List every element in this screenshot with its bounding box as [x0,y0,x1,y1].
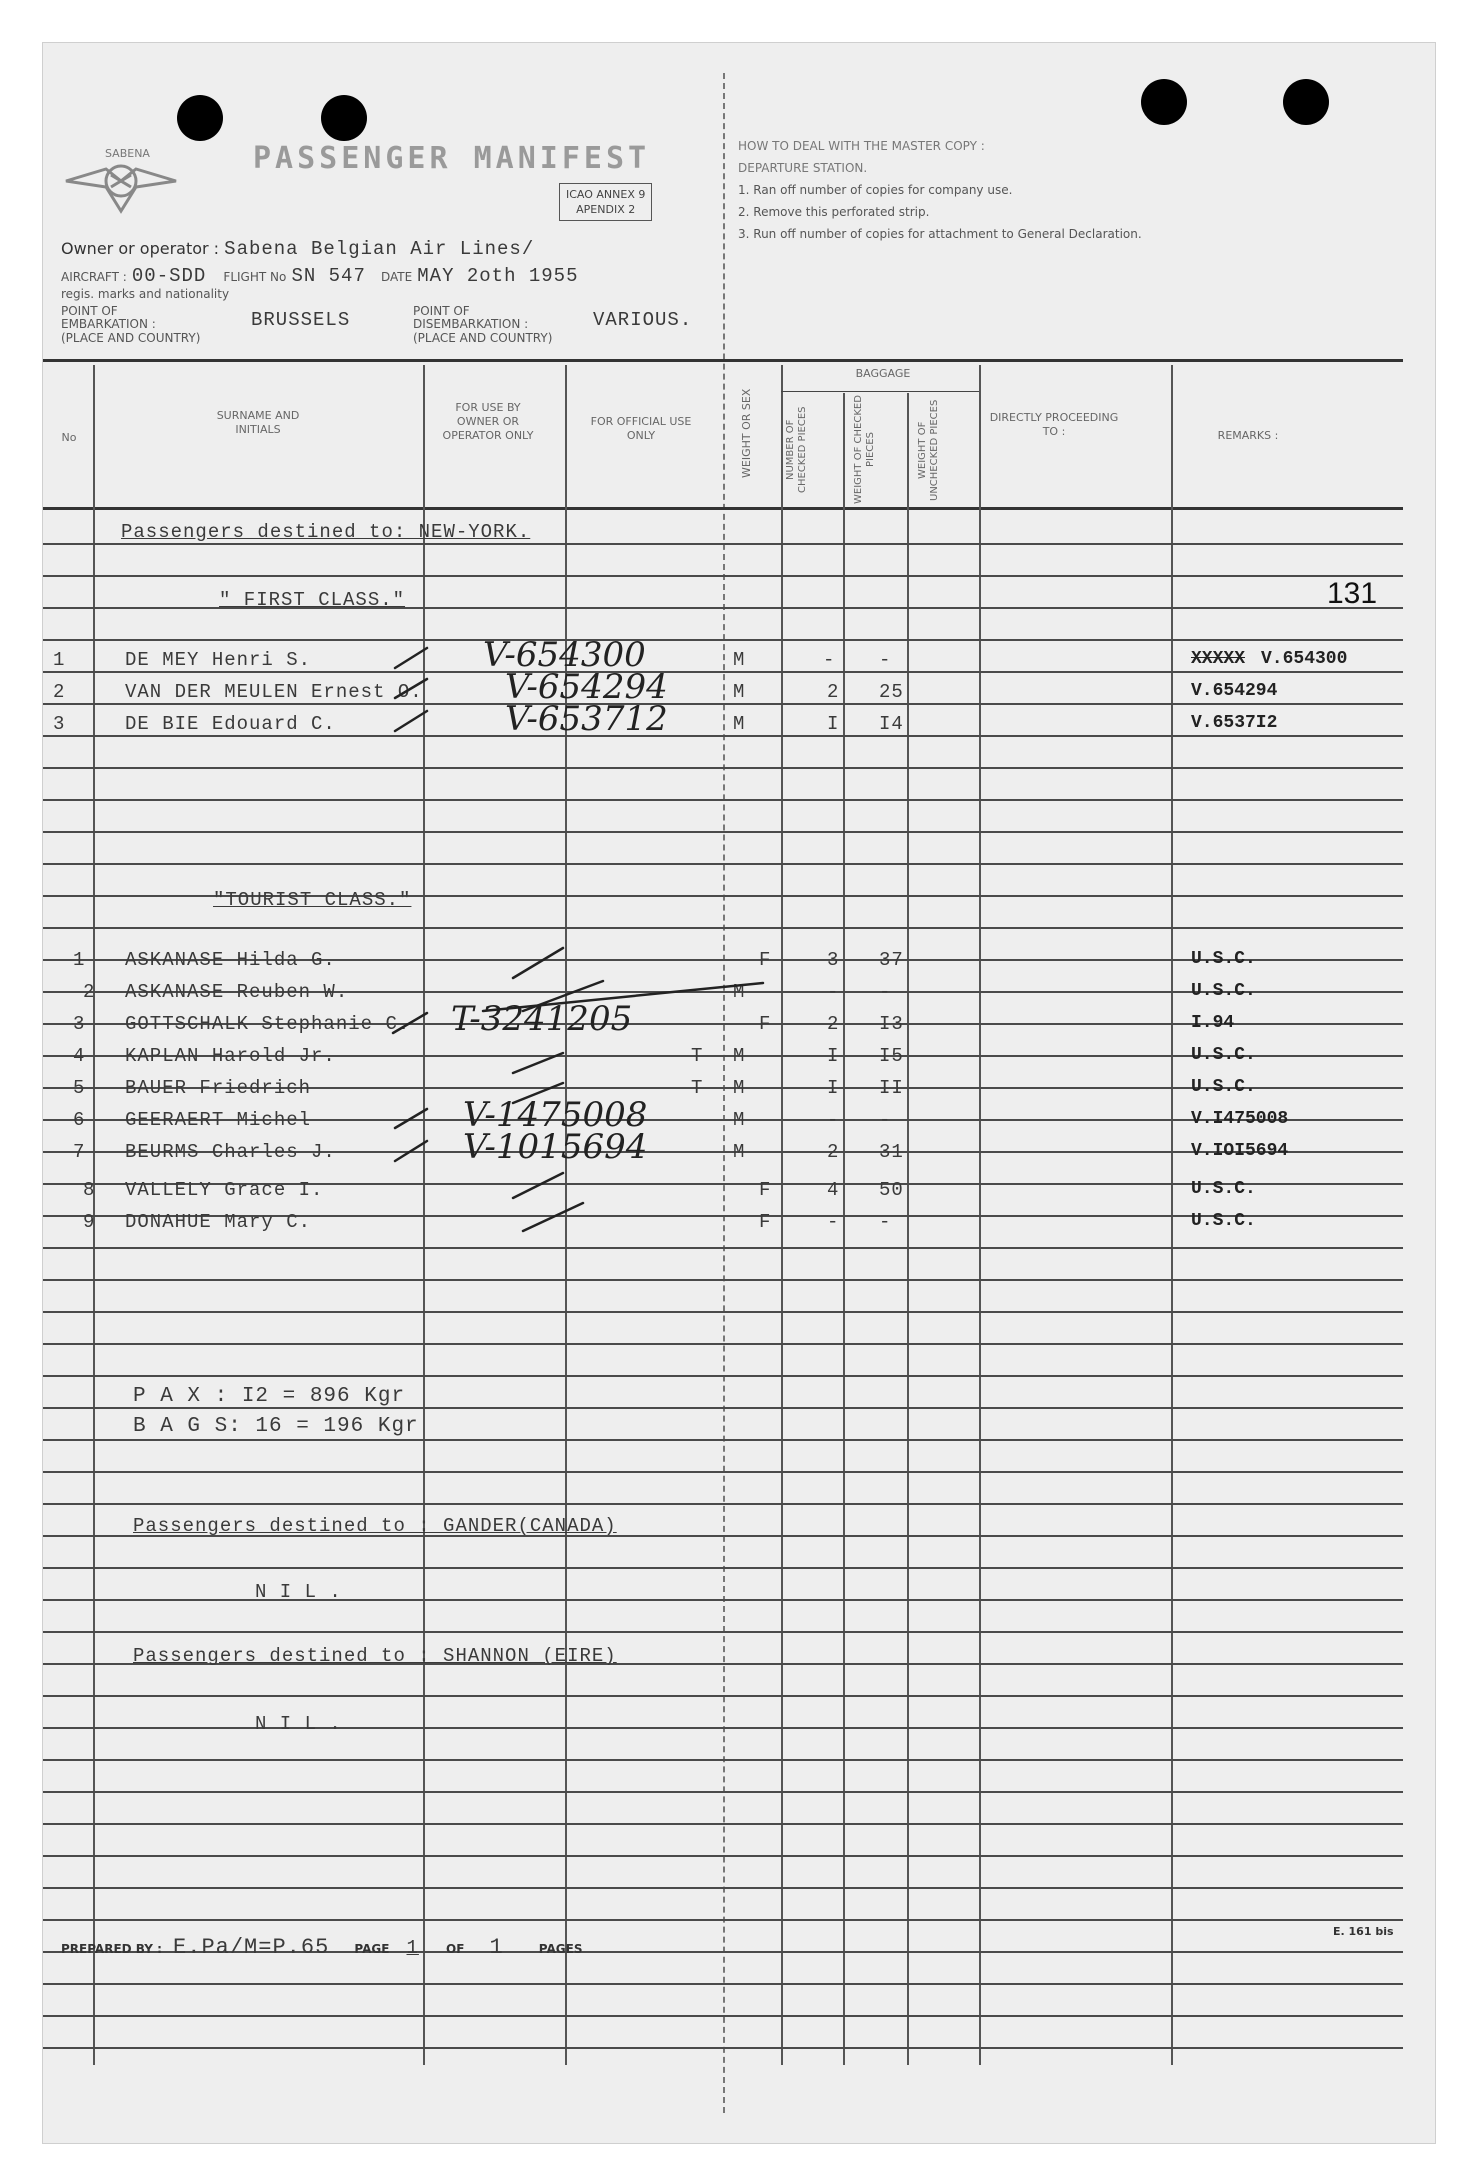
sex: M [733,681,746,703]
passenger-name: DE MEY Henri S. [125,649,312,671]
remark: V.654294 [1191,681,1278,701]
passenger-name: VALLELY Grace I. [125,1179,324,1201]
prepared-label: PREPARED BY : [61,1942,162,1956]
passenger-name: ASKANASE Reuben W. [125,981,349,1003]
sex: M [733,1109,746,1131]
form-code: E. 161 bis [1333,1925,1394,1938]
remark-struck: XXXXX [1191,649,1246,669]
remark: U.S.C. [1191,1211,1256,1231]
bag-weight: - [879,649,892,671]
disembark-label: POINT OF DISEMBARKATION : [413,304,529,331]
page-number-stamp: 131 [1327,577,1378,610]
totals-bags: B A G S: 16 = 196 Kgr [133,1415,419,1438]
section-newyork: Passengers destined to: NEW-YORK. [121,521,531,543]
bag-weight: 50 [879,1179,904,1201]
handwritten-visa: V-1475008 [463,1095,648,1135]
instruction-3: 3. Run off number of copies for attachment to General Declaration. [738,227,1142,241]
row-no: 7 [73,1141,86,1163]
disembark-value: VARIOUS. [593,309,693,331]
handwritten-visa: V-653712 [505,699,668,739]
handwritten-visa: V-654294 [505,667,668,707]
icao-line-2: APENDIX 2 [576,203,636,216]
official-code: T [691,1045,704,1067]
passenger-name: DONAHUE Mary C. [125,1211,312,1233]
row-no: 5 [73,1077,86,1099]
row-no: 9 [83,1211,96,1233]
col-num-checked: NUMBER OF CHECKED PIECES [785,406,808,494]
handwritten-visa: V-654300 [483,635,646,675]
handwritten-visa: T-3241205 [451,999,633,1039]
manifest-sheet [42,42,1436,2144]
instructions-title: HOW TO DEAL WITH THE MASTER COPY : [738,139,985,153]
pen-strokes [43,43,1435,2143]
bag-weight: I3 [879,1013,904,1035]
of-value: 1 [489,1935,504,1960]
instruction-2: 2. Remove this perforated strip. [738,205,930,219]
embark-sub: (PLACE AND COUNTRY) [61,331,201,345]
owner-value: Sabena Belgian Air Lines/ [224,238,535,260]
remark: V.I475008 [1191,1109,1289,1129]
bag-pieces: - [823,649,836,671]
col-baggage: BAGGAGE [855,367,911,380]
nil-gander: N I L . [255,1581,342,1603]
prepared-value: E.Pa/M=P.65 [173,1935,330,1960]
page-label: PAGE [354,1942,390,1956]
row-no: 2 [83,981,96,1003]
row-no: 2 [53,681,66,703]
row-no: 1 [53,649,66,671]
passenger-name: VAN DER MEULEN Ernest O. [125,681,423,703]
row-no: 4 [73,1045,86,1067]
instructions-sub: DEPARTURE STATION. [738,161,868,175]
col-weight-checked: WEIGHT OF CHECKED PIECES [853,395,876,505]
bag-pieces: - [827,981,840,1003]
passenger-name: DE BIE Edouard C. [125,713,336,735]
row-no: 3 [53,713,66,735]
remark: U.S.C. [1191,981,1256,1001]
bag-weight: - [879,981,892,1003]
bag-pieces: - [827,1211,840,1233]
icao-line-1: ICAO ANNEX 9 [566,188,646,201]
row-no: 3 [73,1013,86,1035]
bag-weight: - [879,1109,892,1131]
sex: F [759,1013,772,1035]
remark: V.654300 [1261,649,1348,669]
bag-pieces: 4 [827,1179,840,1201]
first-class-heading: " FIRST CLASS." [219,589,406,611]
page-value: 1 [406,1937,419,1959]
remark: U.S.C. [1191,1045,1256,1065]
official-code: T [691,1077,704,1099]
sex: F [759,1211,772,1233]
bag-pieces: I [827,1077,840,1099]
tourist-class-heading: "TOURIST CLASS." [213,889,412,911]
passenger-name: GOTTSCHALK Stephanie C. [125,1013,411,1035]
totals-pax: P A X : I2 = 896 Kgr [133,1385,406,1408]
flight-value: SN 547 [291,265,366,287]
embark-value: BRUSSELS [251,309,351,331]
passenger-name: KAPLAN Harold Jr. [125,1045,336,1067]
row-no: 1 [73,949,86,971]
regis-label: regis. marks and nationality [61,287,230,301]
col-weight-sex: WEIGHT OR SEX [740,388,753,478]
instruction-1: 1. Ran off number of copies for company use. [738,183,1013,197]
logo-text: SABENA [105,147,150,160]
row-no: 6 [73,1109,86,1131]
aircraft-value: 00-SDD [131,265,207,287]
remark: U.S.C. [1191,949,1256,969]
remark: V.IOI5694 [1191,1141,1289,1161]
sex: M [733,1045,746,1067]
aircraft-label: AIRCRAFT : [61,270,127,284]
remark: I.94 [1191,1013,1235,1033]
sex: M [733,981,746,1003]
col-remarks: REMARKS : [1217,429,1279,442]
section-gander: Passengers destined to : GANDER(CANADA) [133,1515,617,1537]
bag-weight: I4 [879,713,904,735]
bag-weight: II [879,1077,904,1099]
bag-pieces: I [827,713,840,735]
sex: M [733,1077,746,1099]
passenger-name: BAUER Friedrich [125,1077,312,1099]
embark-label: POINT OF EMBARKATION : [61,304,156,331]
col-official-use: FOR OFFICIAL USE ONLY [590,415,692,442]
of-label: OF [446,1942,465,1956]
bag-pieces: 2 [827,681,840,703]
section-shannon: Passengers destined to : SHANNON (EIRE) [133,1645,617,1667]
remark: U.S.C. [1191,1179,1256,1199]
nil-shannon: N I L . [255,1713,342,1735]
flight-label: FLIGHT No [223,270,287,284]
date-label: DATE [380,270,413,284]
sex: F [759,1179,772,1201]
bag-pieces: I [827,1045,840,1067]
sex: F [759,949,772,971]
bag-pieces: 2 [827,1141,840,1163]
bag-pieces: 2 [827,1013,840,1035]
owner-label: Owner or operator : [61,239,220,258]
bag-weight: I5 [879,1045,904,1067]
date-value: MAY 2oth 1955 [417,265,579,287]
bag-pieces: 3 [827,949,840,971]
passenger-name: GEERAERT Michel [125,1109,312,1131]
sex: M [733,1141,746,1163]
handwritten-visa: V-1015694 [463,1127,648,1167]
footer [61,1935,582,1960]
col-weight-unchecked: WEIGHT OF UNCHECKED PIECES [917,399,940,501]
disembark-sub: (PLACE AND COUNTRY) [413,331,553,345]
bag-weight: 31 [879,1141,904,1163]
col-operator-use: FOR USE BY OWNER OR OPERATOR ONLY [442,401,534,442]
col-surname: SURNAME AND INITIALS [216,409,300,436]
bag-weight: 37 [879,949,904,971]
passenger-name: ASKANASE Hilda G. [125,949,336,971]
passenger-name: BEURMS Charles J. [125,1141,336,1163]
col-no: No [61,431,77,444]
remark: V.6537I2 [1191,713,1278,733]
bag-weight: 25 [879,681,904,703]
bag-weight: - [879,1211,892,1233]
pages-label: PAGES [538,1942,583,1956]
remark: U.S.C. [1191,1077,1256,1097]
sex: M [733,649,746,671]
page-title: PASSENGER MANIFEST [253,141,651,176]
col-directly: DIRECTLY PROCEEDING TO : [989,411,1119,438]
sex: M [733,713,746,735]
row-no: 8 [83,1179,96,1201]
bag-pieces: - [827,1109,840,1131]
